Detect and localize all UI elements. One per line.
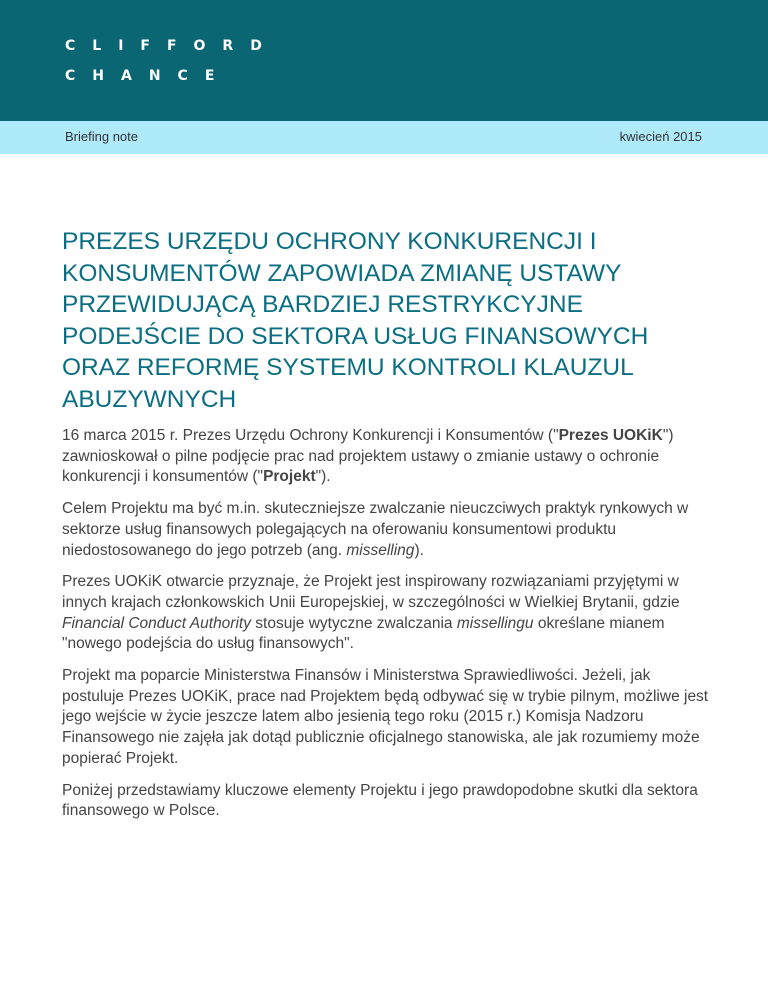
paragraph-3: [62, 572, 712, 655]
term-projekt: Projekt: [263, 468, 316, 486]
paragraph-1-text-3: ").: [315, 468, 331, 486]
paragraph-3-text-3: określane mianem "nowego podejścia do usług finansowych".: [62, 614, 665, 653]
document-title: PREZES URZĘDU OCHRONY KONKURENCJI I KONSUMENTÓW ZAPOWIADA ZMIANĘ USTAWY PRZEWIDUJĄCĄ BARDZIEJ RESTRYKCYJNE PODEJŚCIE DO SEKTORA USŁUG FINANSOWYCH ORAZ REFORMĘ SYSTEMU KONTROLI KLAUZUL ABUZYWNYCH: [62, 228, 649, 413]
document-type: Briefing note: [65, 129, 138, 144]
document-date: kwiecień 2015: [619, 129, 702, 144]
paragraph-2-text-2: ).: [414, 541, 424, 559]
document-body: [62, 226, 712, 833]
paragraph-1-text-1: 16 marca 2015 r. Prezes Urzędu Ochrony Konkurencji i Konsumentów (": [62, 427, 559, 444]
info-band: [0, 121, 768, 154]
paragraph-1: [62, 426, 712, 488]
paragraph-3-text-1: Prezes UOKiK otwarcie przyznaje, że Projekt jest inspirowany rozwiązaniami przyjętymi w innych krajach członkowskich Unii Europejskiej, w szczególności w Wielkiej Brytanii, gdzie: [62, 573, 680, 611]
logo-clifford: CLIFFORD: [65, 38, 279, 54]
paragraph-1-text-2: ") zawnioskował o pilne podjęcie prac nad projektem ustawy o zmianie ustawy o ochronie konkurencji i konsumentów (": [62, 427, 674, 486]
header-banner: [0, 0, 768, 121]
paragraph-3-text-2: stosuje wytyczne zwalczania: [250, 614, 457, 632]
term-missellingu: missellingu: [456, 614, 534, 632]
paragraph-5: Poniżej przedstawiamy kluczowe elementy Projektu i jego prawdopodobne skutki dla sektora finansowego w Polsce.: [62, 781, 698, 820]
term-prezes-uokik: Prezes UOKiK: [558, 427, 663, 444]
term-financial-conduct-authority: Financial Conduct Authority: [62, 614, 251, 632]
paragraph-4: Projekt ma poparcie Ministerstwa Finansów i Ministerstwa Sprawiedliwości. Jeżeli, jak postuluje Prezes UOKiK, prace nad Projektem będą odbywać się w trybie pilnym, możliwe jest jego wejście w życie jeszcze latem albo jesienią tego roku (2015 r.) Komisja Nadzoru Finansowego nie zajęła jak dotąd publicznie oficjalnego stanowiska, ale jak rozumiemy może popierać Projekt.: [62, 667, 709, 767]
term-misselling: misselling: [346, 541, 415, 559]
paragraph-2-text-1: Celem Projektu ma być m.in. skuteczniejsze zwalczanie nieuczciwych praktyk rynkowych w sektorze usług finansowych polegających na oferowaniu konsumentowi produktu niedostosowanego do jego potrzeb (ang.: [62, 500, 689, 559]
logo-chance: CHANCE: [65, 68, 232, 84]
paragraph-2: [62, 499, 712, 561]
